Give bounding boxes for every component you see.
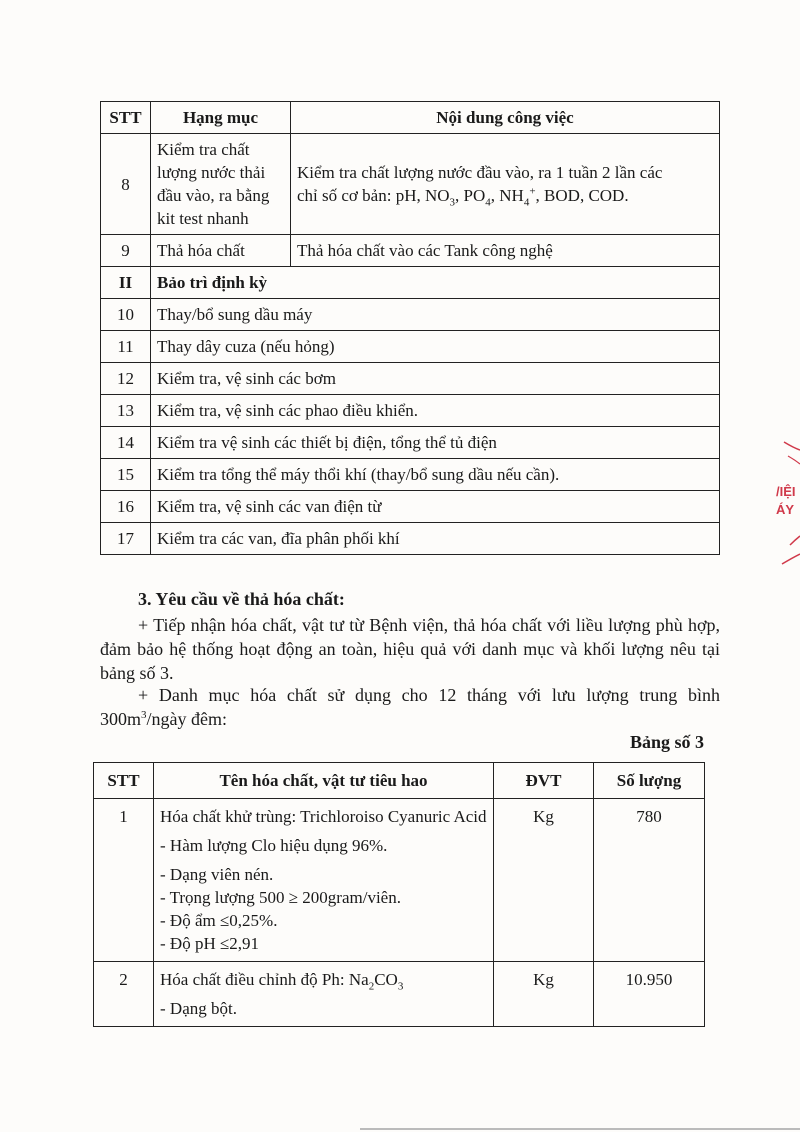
subscript: 2 [368, 980, 375, 993]
header-unit: ĐVT [494, 763, 594, 799]
chemical-detail: - Dạng viên nén. [160, 865, 274, 884]
table-row [101, 299, 720, 331]
row-stt: 13 [101, 395, 151, 427]
row-stt: 2 [94, 962, 154, 1027]
page-bottom-edge [360, 1128, 800, 1130]
row-stt: 1 [94, 799, 154, 962]
row-qty: 780 [594, 799, 705, 962]
table-row [101, 427, 720, 459]
header-stt: STT [101, 102, 151, 134]
table-row [101, 331, 720, 363]
paragraph-2 [100, 683, 720, 731]
row-text: Kiểm tra, vệ sinh các phao điều khiển. [151, 395, 720, 427]
header-qty: Số lượng [594, 763, 705, 799]
section-title: Bảo trì định kỳ [151, 267, 720, 299]
chemical-detail: - Dạng bột. [160, 999, 237, 1018]
superscript: + [529, 185, 536, 198]
paragraph-text: + Tiếp nhận hóa chất, vật tư từ Bệnh viện, thả hóa chất với liều lượng phù hợp, đảm bảo hệ thống hoạt động an toàn, hiệu quả với danh mục và khối lượng nêu tại bảng số 3. [100, 615, 720, 683]
header-content: Nội dung công việc [291, 102, 720, 134]
row-text: Kiểm tra tổng thể máy thổi khí (thay/bổ sung dầu nếu cần). [151, 459, 720, 491]
red-seal-stamp [762, 440, 800, 570]
table-3-label: Bảng số 3 [630, 732, 705, 752]
row-stt: 15 [101, 459, 151, 491]
text-part: , PO [455, 186, 486, 205]
chemical-detail: - Độ pH ≤2,91 [160, 934, 260, 953]
maintenance-table [100, 101, 720, 555]
row-content-line [297, 184, 713, 207]
table-header-row [101, 102, 720, 134]
row-text: Kiểm tra vệ sinh các thiết bị điện, tổng thể tủ điện [151, 427, 720, 459]
row-unit: Kg [494, 962, 594, 1027]
row-item-line: đầu vào, ra bằng [157, 186, 270, 205]
chemical-name [160, 968, 487, 991]
table-row [101, 459, 720, 491]
table-row [94, 962, 705, 1027]
row-stt: 11 [101, 331, 151, 363]
seal-text: /IỆI [776, 484, 796, 499]
table-row [94, 799, 705, 962]
chemical-detail: - Trọng lượng 500 ≥ 200gram/viên. [160, 888, 401, 907]
row-text: Thay dây cuza (nếu hỏng) [151, 331, 720, 363]
row-stt: 8 [101, 134, 151, 235]
text-part: , BOD, COD. [535, 186, 629, 205]
table-row [101, 395, 720, 427]
row-unit: Kg [494, 799, 594, 962]
header-stt: STT [94, 763, 154, 799]
header-item: Hạng mục [151, 102, 291, 134]
row-stt: 16 [101, 491, 151, 523]
subscript: 4 [523, 196, 530, 209]
row-text: Kiểm tra các van, đĩa phân phối khí [151, 523, 720, 555]
row-item: Thả hóa chất [151, 235, 291, 267]
table-header-row [94, 763, 705, 799]
row-content-line: Kiểm tra chất lượng nước đầu vào, ra 1 tuần 2 lần các [297, 163, 663, 182]
text-part: Hóa chất điều chỉnh độ Ph: Na [160, 970, 369, 989]
header-name: Tên hóa chất, vật tư tiêu hao [154, 763, 494, 799]
section-3-title: 3. Yêu cầu về thả hóa chất: [138, 589, 345, 609]
row-qty: 10.950 [594, 962, 705, 1027]
row-name [154, 962, 494, 1027]
text-part: chỉ số cơ bản: pH, NO [297, 186, 450, 205]
table-row [101, 235, 720, 267]
row-item [151, 134, 291, 235]
seal-text: ÁY [776, 502, 795, 517]
section-stt: II [101, 267, 151, 299]
text-part: + Danh mục hóa chất sử dụng cho 12 tháng với lưu lượng trung bình 300m [100, 685, 720, 729]
row-item-line: Kiểm tra chất [157, 140, 250, 159]
row-name [154, 799, 494, 962]
superscript: 3 [141, 709, 147, 721]
section-row [101, 267, 720, 299]
row-text: Kiểm tra, vệ sinh các van điện từ [151, 491, 720, 523]
row-item-line: kit test nhanh [157, 209, 249, 228]
table-row [101, 491, 720, 523]
chemical-name: Hóa chất khử trùng: Trichloroiso Cyanuric Acid [160, 807, 487, 826]
row-stt: 9 [101, 235, 151, 267]
chemical-detail: - Hàm lượng Clo hiệu dụng 96%. [160, 836, 388, 855]
row-text: Kiểm tra, vệ sinh các bơm [151, 363, 720, 395]
row-content [291, 134, 720, 235]
row-stt: 17 [101, 523, 151, 555]
row-item-line: lượng nước thải [157, 163, 266, 182]
paragraph-1 [100, 613, 720, 685]
table-row [101, 363, 720, 395]
text-part: CO [374, 970, 398, 989]
chemicals-table [93, 762, 705, 1027]
subscript: 3 [397, 980, 404, 993]
table-row [101, 134, 720, 235]
chemical-detail: - Độ ẩm ≤0,25%. [160, 911, 278, 930]
row-text: Thay/bổ sung dầu máy [151, 299, 720, 331]
row-stt: 12 [101, 363, 151, 395]
subscript: 3 [449, 196, 456, 209]
text-part: /ngày đêm: [146, 709, 227, 729]
text-part: , NH [490, 186, 524, 205]
subscript: 4 [485, 196, 491, 209]
row-stt: 14 [101, 427, 151, 459]
row-stt: 10 [101, 299, 151, 331]
row-content: Thả hóa chất vào các Tank công nghệ [291, 235, 720, 267]
paragraph-text [100, 683, 720, 731]
table-row [101, 523, 720, 555]
